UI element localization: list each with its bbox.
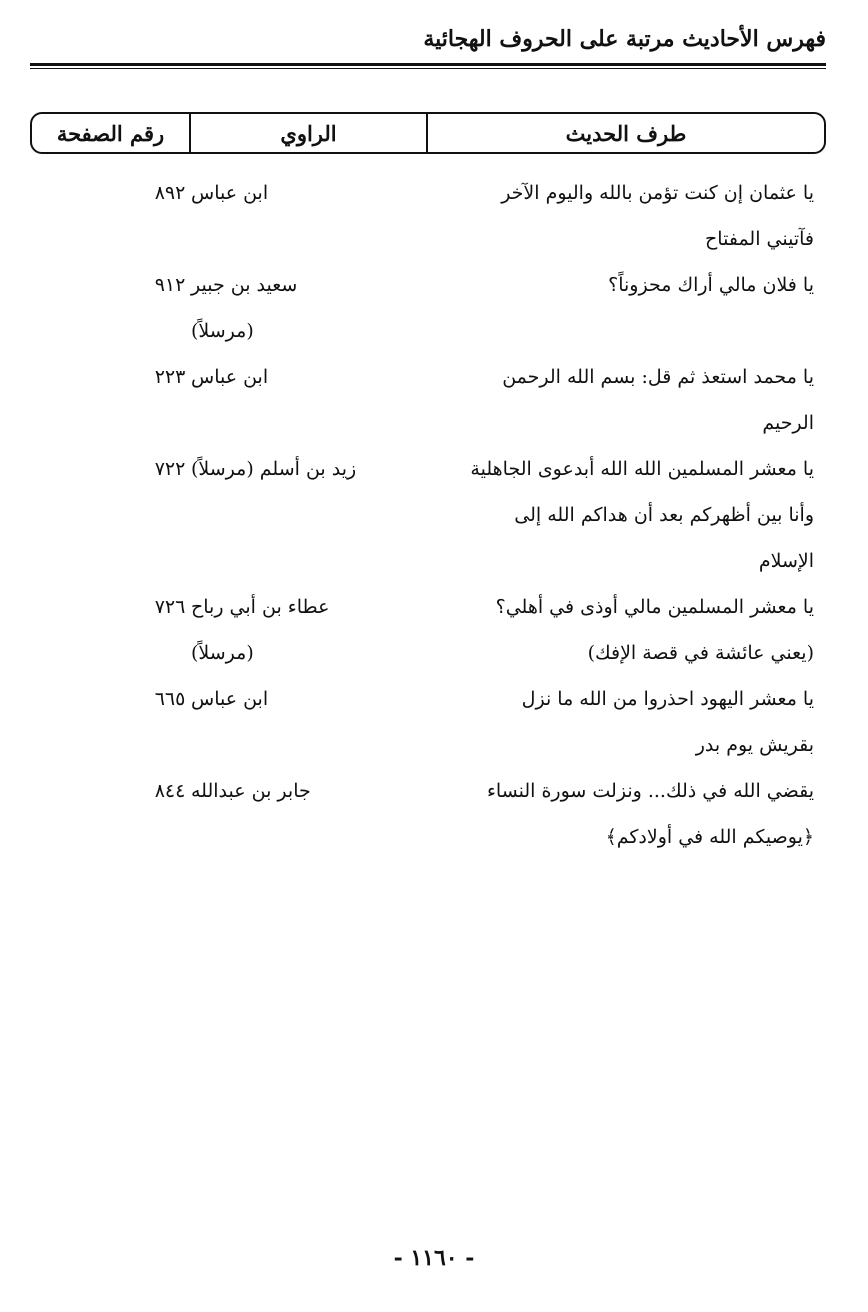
table-row: [30, 262, 826, 354]
running-header: فهرس الأحاديث مرتبة على الحروف الهجائية: [423, 26, 826, 52]
narrator-text: [191, 768, 396, 814]
narrator-line: ابن عباس: [191, 688, 269, 710]
hadith-line: الإسلام: [758, 550, 814, 572]
hadith-text: [428, 584, 814, 676]
table-row: [30, 676, 826, 768]
table-body: [30, 170, 826, 860]
narrator-line: جابر بن عبدالله: [191, 780, 311, 802]
page-reference: ٨٩٢: [154, 182, 186, 204]
narrator-text: [191, 354, 396, 400]
table-row: [30, 446, 826, 584]
hadith-line: يا عثمان إن كنت تؤمن بالله واليوم الآخر: [501, 182, 814, 204]
page-reference: ٧٢٢: [154, 458, 186, 480]
table-row: [30, 768, 826, 860]
column-header-page: رقم الصفحة: [56, 120, 165, 146]
narrator-line: (مرسلاً): [191, 320, 254, 342]
hadith-line: يا معشر اليهود احذروا من الله ما نزل: [521, 688, 814, 710]
hadith-line: ﴿يوصيكم الله في أولادكم﴾: [605, 826, 814, 848]
hadith-line: يا فلان مالي أراك محزوناً؟: [608, 274, 814, 296]
hadith-line: يا معشر المسلمين الله الله أبدعوى الجاهلية: [470, 458, 814, 480]
hadith-text: [428, 446, 814, 584]
table-row: [30, 170, 826, 262]
hadith-line: فآتيني المفتاح: [705, 228, 814, 250]
narrator-line: ابن عباس: [191, 366, 269, 388]
table-row: [30, 354, 826, 446]
hadith-line: (يعني عائشة في قصة الإفك): [587, 642, 814, 664]
hadith-line: بقريش يوم بدر: [695, 734, 814, 756]
narrator-line: ابن عباس: [191, 182, 269, 204]
narrator-line: زيد بن أسلم (مرسلاً): [191, 458, 357, 480]
column-header-hadith: طرف الحديث: [426, 114, 824, 152]
narrator-text: [191, 262, 396, 354]
narrator-text: [191, 676, 396, 722]
header-rule-thin: [30, 68, 826, 69]
page-reference: ٦٦٥: [154, 688, 186, 710]
narrator-line: سعيد بن جبير: [191, 274, 298, 296]
table-header: [30, 112, 826, 154]
hadith-text: [428, 768, 814, 860]
hadith-line: يا محمد استعذ ثم قل: بسم الله الرحمن: [502, 366, 814, 388]
narrator-text: [191, 446, 396, 492]
header-rule: [30, 63, 826, 66]
hadith-text: [428, 262, 814, 354]
table-row: [30, 584, 826, 676]
hadith-text: [428, 354, 814, 446]
page-reference: ٢٢٣: [154, 366, 186, 388]
page-reference: ٩١٢: [154, 274, 186, 296]
hadith-text: [428, 676, 814, 768]
narrator-line: (مرسلاً): [191, 642, 254, 664]
hadith-line: يقضي الله في ذلك... ونزلت سورة النساء: [486, 780, 814, 802]
narrator-line: عطاء بن أبي رباح: [191, 596, 330, 618]
hadith-text: [428, 170, 814, 262]
page-reference: ٨٤٤: [154, 780, 186, 802]
narrator-text: [191, 584, 396, 676]
narrator-text: [191, 170, 396, 216]
page-reference: ٧٢٦: [154, 596, 186, 618]
hadith-line: يا معشر المسلمين مالي أوذى في أهلي؟: [495, 596, 814, 618]
hadith-line: وأنا بين أظهركم بعد أن هداكم الله إلى: [514, 504, 814, 526]
hadith-line: الرحيم: [762, 412, 814, 434]
column-header-narrator: الراوي: [189, 114, 426, 152]
page-number: - ١١٦٠ -: [393, 1245, 475, 1271]
hadith-line: [428, 308, 814, 354]
